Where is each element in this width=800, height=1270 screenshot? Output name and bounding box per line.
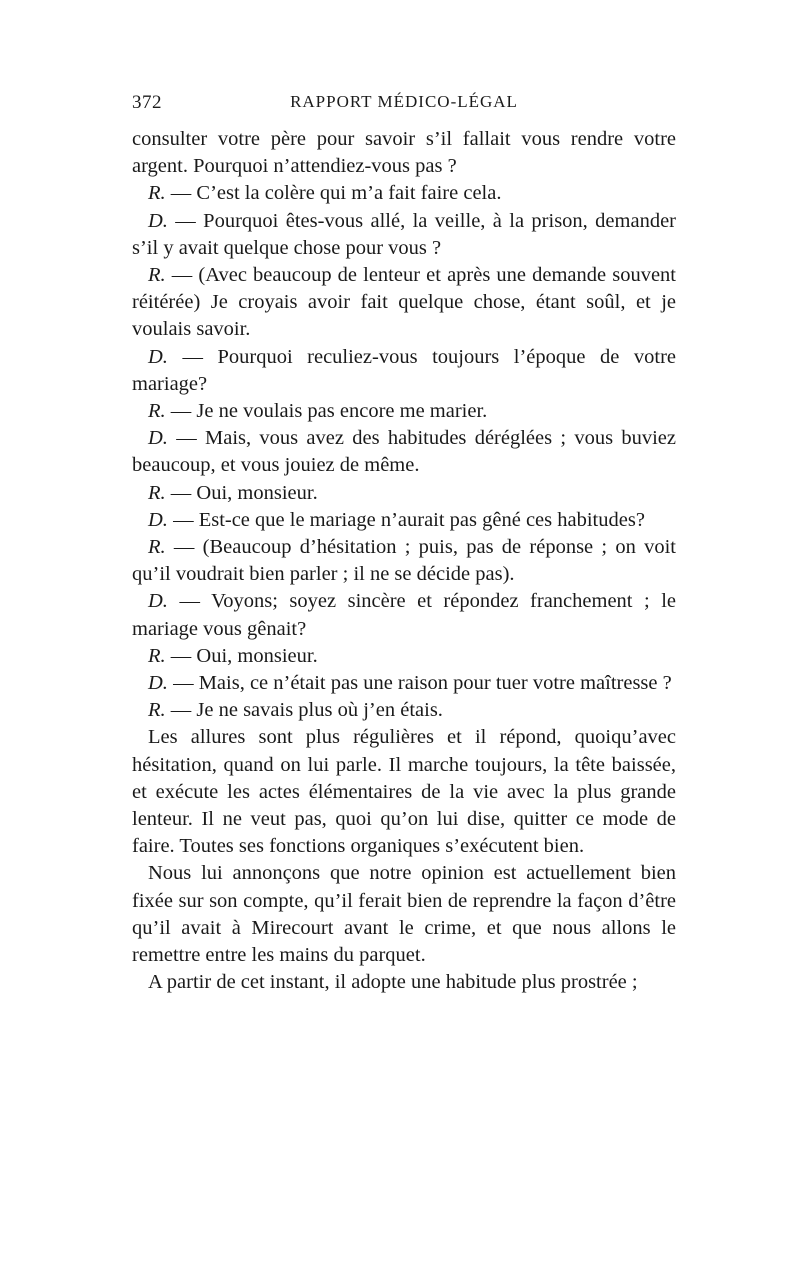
narrative-paragraph bbox=[132, 860, 676, 969]
dialogue-text: — Je ne savais plus où j’en étais. bbox=[165, 699, 443, 722]
dialogue-text: — Oui, monsieur. bbox=[165, 481, 318, 504]
dialogue-text: — Mais, ce n’était pas une raison pour tuer votre maîtresse ? bbox=[167, 672, 672, 695]
dialogue-reply bbox=[132, 262, 676, 344]
speaker-label: D. bbox=[148, 209, 168, 232]
narrative-paragraph bbox=[132, 969, 676, 996]
paragraph-text: consulter votre père pour savoir s’il fallait vous rendre votre argent. Pourquoi n’attendiez-vous pas ? bbox=[132, 128, 676, 178]
running-title: RAPPORT MÉDICO-LÉGAL bbox=[290, 92, 518, 111]
dialogue-question bbox=[132, 344, 676, 398]
body-text bbox=[132, 126, 676, 997]
narrative-paragraph bbox=[132, 724, 676, 860]
running-head bbox=[132, 92, 676, 118]
dialogue-text: — Pourquoi reculiez-vous toujours l’époque de votre mariage? bbox=[132, 345, 676, 395]
speaker-label: R. bbox=[148, 699, 166, 722]
speaker-label: R. bbox=[148, 264, 166, 287]
speaker-label: R. bbox=[148, 481, 166, 504]
dialogue-reply bbox=[132, 480, 676, 507]
paragraph-continuation bbox=[132, 126, 676, 180]
dialogue-question bbox=[132, 670, 676, 697]
dialogue-text: — Je ne voulais pas encore me marier. bbox=[165, 400, 488, 423]
dialogue-text: — Oui, monsieur. bbox=[165, 644, 318, 667]
dialogue-reply bbox=[132, 643, 676, 670]
speaker-label: D. bbox=[148, 427, 168, 450]
dialogue-text: — (Beaucoup d’hésitation ; puis, pas de réponse ; on voit qu’il voudrait bien parler ; il ne se décide pas). bbox=[132, 536, 676, 586]
paragraph-text: Nous lui annonçons que notre opinion est actuellement bien fixée sur son compte, qu’il ferait bien de reprendre la façon d’être qu’il avait à Mirecourt avant le crime, et que nous allons le remettre entre les mains du parquet. bbox=[132, 862, 676, 967]
dialogue-text: — Est-ce que le mariage n’aurait pas gêné ces habitudes? bbox=[167, 508, 645, 531]
speaker-label: R. bbox=[148, 536, 166, 559]
dialogue-question bbox=[132, 208, 676, 262]
book-page bbox=[132, 92, 676, 997]
paragraph-text: Les allures sont plus régulières et il répond, quoiqu’avec hésitation, quand on lui parle. Il marche toujours, la tête baissée, et exécute les actes élémentaires de la vie avec la plus grande lenteur. Il ne veut pas, quoi qu’on lui dise, quitter ce mode de faire. Toutes ses fonctions organiques s’exécutent bien. bbox=[132, 726, 676, 858]
dialogue-reply bbox=[132, 697, 676, 724]
dialogue-question bbox=[132, 425, 676, 479]
dialogue-reply bbox=[132, 398, 676, 425]
dialogue-reply bbox=[132, 180, 676, 207]
dialogue-text: — Voyons; soyez sincère et répondez franchement ; le mariage vous gênait? bbox=[132, 590, 676, 640]
dialogue-text: — Pourquoi êtes-vous allé, la veille, à la prison, demander s’il y avait quelque chose pour vous ? bbox=[132, 209, 676, 259]
dialogue-text: — Mais, vous avez des habitudes déréglées ; vous buviez beaucoup, et vous jouiez de même. bbox=[132, 427, 676, 477]
dialogue-question bbox=[132, 507, 676, 534]
dialogue-text: — C’est la colère qui m’a fait faire cela. bbox=[165, 182, 502, 205]
speaker-label: D. bbox=[148, 345, 168, 368]
dialogue-question bbox=[132, 588, 676, 642]
dialogue-text: — (Avec beaucoup de lenteur et après une demande souvent réitérée) Je croyais avoir fait quelque chose, étant soûl, et je voulais savoir. bbox=[132, 264, 676, 341]
speaker-label: R. bbox=[148, 400, 166, 423]
page-number: 372 bbox=[132, 92, 162, 113]
speaker-label: R. bbox=[148, 182, 166, 205]
speaker-label: R. bbox=[148, 644, 166, 667]
speaker-label: D. bbox=[148, 672, 168, 695]
speaker-label: D. bbox=[148, 508, 168, 531]
speaker-label: D. bbox=[148, 590, 168, 613]
dialogue-reply bbox=[132, 534, 676, 588]
paragraph-text: A partir de cet instant, il adopte une habitude plus prostrée ; bbox=[148, 971, 638, 994]
